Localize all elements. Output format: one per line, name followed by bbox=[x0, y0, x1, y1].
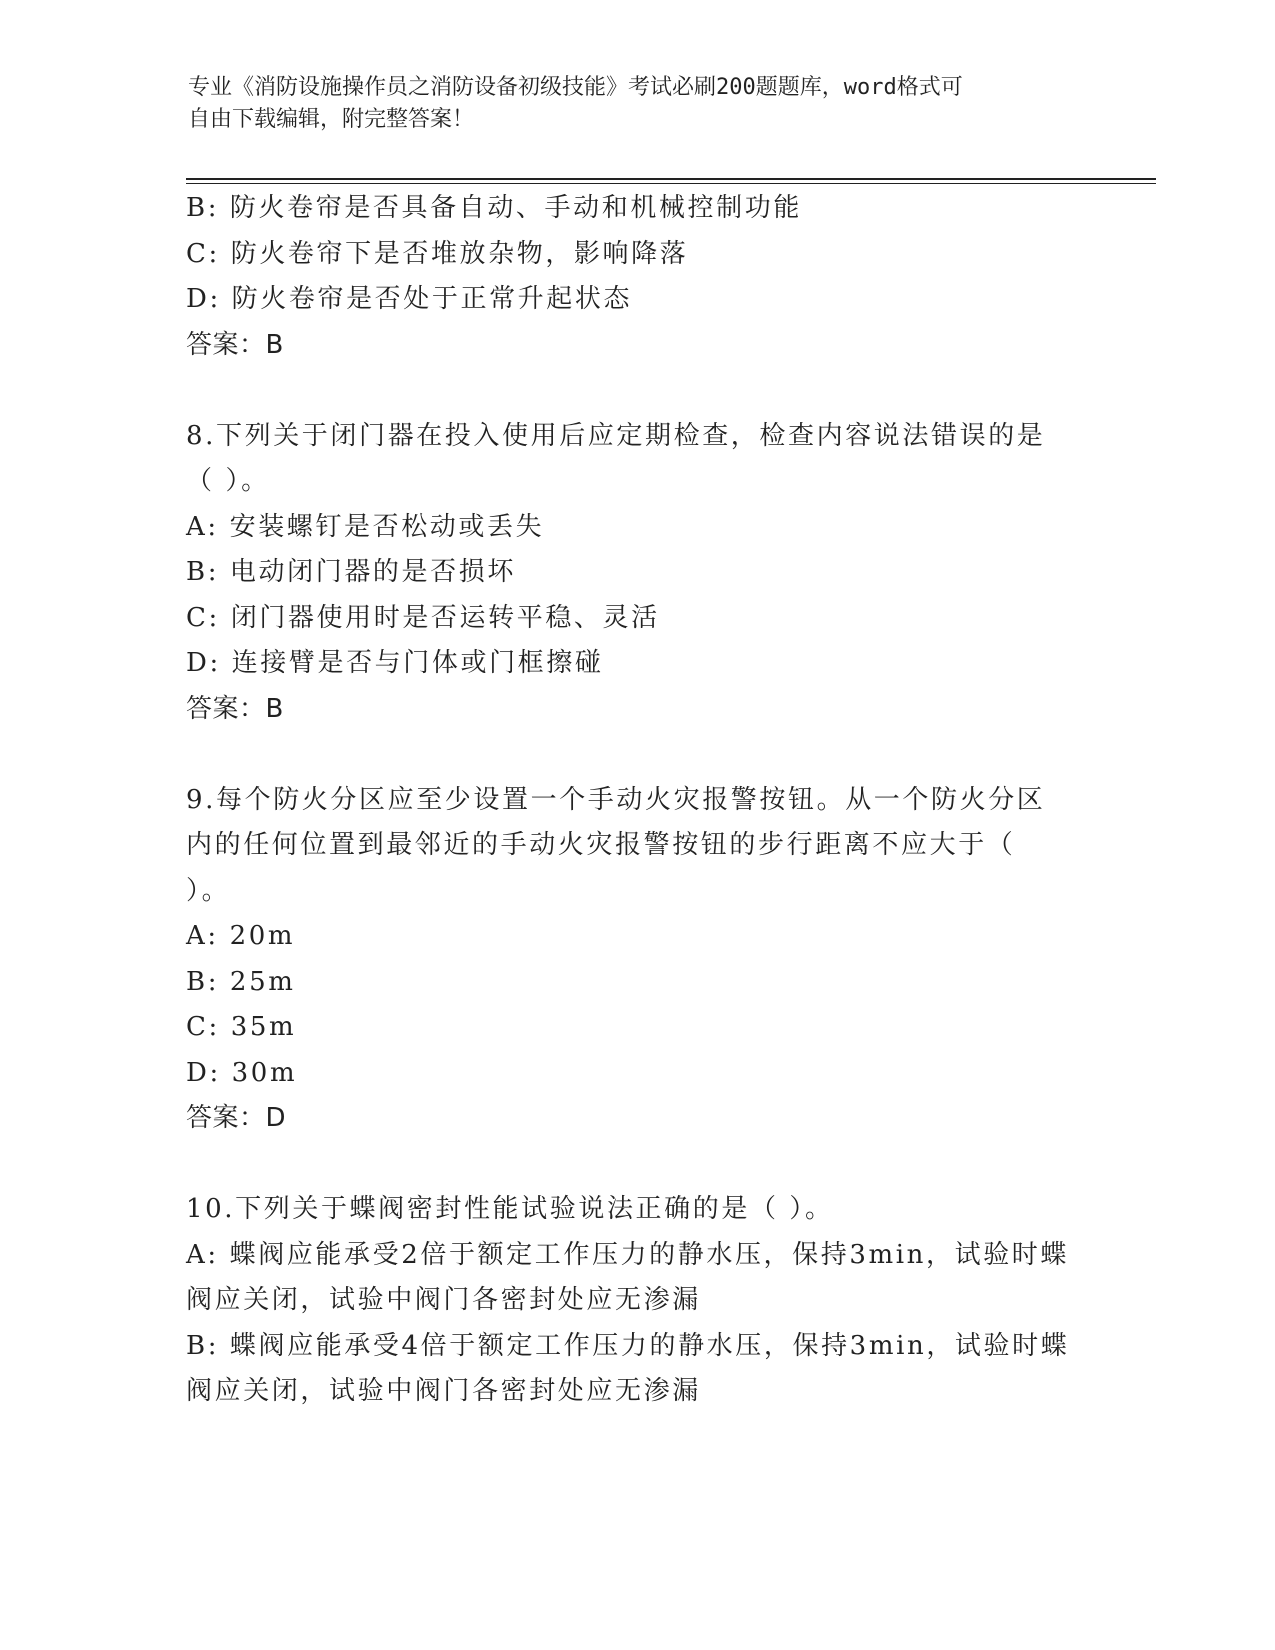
q10-option-a-line-1: A: 蝶阀应能承受2倍于额定工作压力的静水压，保持3min，试验时蝶 bbox=[186, 1239, 1070, 1270]
q7-option-c: C: 防火卷帘下是否堆放杂物，影响降落 bbox=[186, 238, 689, 269]
q10-option-b-line-1: B: 蝶阀应能承受4倍于额定工作压力的静水压，保持3min，试验时蝶 bbox=[186, 1330, 1070, 1361]
q7-answer: 答案：B bbox=[186, 329, 284, 360]
q9-stem-line-3: ）。 bbox=[186, 875, 231, 906]
q9-stem-line-2: 内的任何位置到最邻近的手动火灾报警按钮的步行距离不应大于（ bbox=[186, 830, 1016, 860]
q8-stem-line-2: （ ）。 bbox=[186, 466, 270, 496]
q10-option-b-line-2: 阀应关闭，试验中阀门各密封处应无渗漏 bbox=[186, 1376, 701, 1406]
q8-option-c: C: 闭门器使用时是否运转平稳、灵活 bbox=[186, 602, 660, 633]
question-8 bbox=[186, 414, 1086, 733]
question-7-continued bbox=[186, 186, 1086, 368]
q9-answer: 答案：D bbox=[186, 1103, 287, 1133]
question-9 bbox=[186, 778, 1086, 1142]
q8-option-a: A: 安装螺钉是否松动或丢失 bbox=[186, 511, 545, 542]
spacer bbox=[186, 732, 1086, 778]
q8-answer: 答案：B bbox=[186, 693, 284, 724]
spacer bbox=[186, 1142, 1086, 1188]
q7-option-d: D: 防火卷帘是否处于正常升起状态 bbox=[186, 284, 633, 314]
spacer bbox=[186, 368, 1086, 414]
document-header bbox=[188, 72, 1068, 136]
question-list bbox=[186, 186, 1086, 1415]
q8-stem-line-1: 8.下列关于闭门器在投入使用后应定期检查，检查内容说法错误的是 bbox=[186, 420, 1046, 451]
q8-option-d: D: 连接臂是否与门体或门框擦碰 bbox=[186, 648, 604, 678]
q9-stem-line-1: 9.每个防火分区应至少设置一个手动火灾报警按钮。从一个防火分区 bbox=[186, 784, 1046, 815]
q8-option-b: B: 电动闭门器的是否损坏 bbox=[186, 557, 516, 587]
q9-option-d: D: 30m bbox=[186, 1057, 298, 1088]
header-title-line-1: 专业《消防设施操作员之消防设备初级技能》考试必刷200题题库，word格式可 bbox=[188, 75, 963, 100]
question-10 bbox=[186, 1187, 1086, 1415]
q9-option-c: C: 35m bbox=[186, 1012, 297, 1042]
header-title-line-2: 自由下载编辑，附完整答案！ bbox=[188, 107, 475, 132]
header-divider-thin bbox=[186, 183, 1156, 184]
q9-option-b: B: 25m bbox=[186, 966, 296, 997]
q10-stem-line-1: 10.下列关于蝶阀密封性能试验说法正确的是（ ）。 bbox=[186, 1194, 834, 1224]
q7-option-b: B: 防火卷帘是否具备自动、手动和机械控制功能 bbox=[186, 193, 802, 223]
q9-option-a: A: 20m bbox=[186, 921, 296, 951]
q10-option-a-line-2: 阀应关闭，试验中阀门各密封处应无渗漏 bbox=[186, 1285, 701, 1315]
header-divider-thick bbox=[186, 178, 1156, 180]
